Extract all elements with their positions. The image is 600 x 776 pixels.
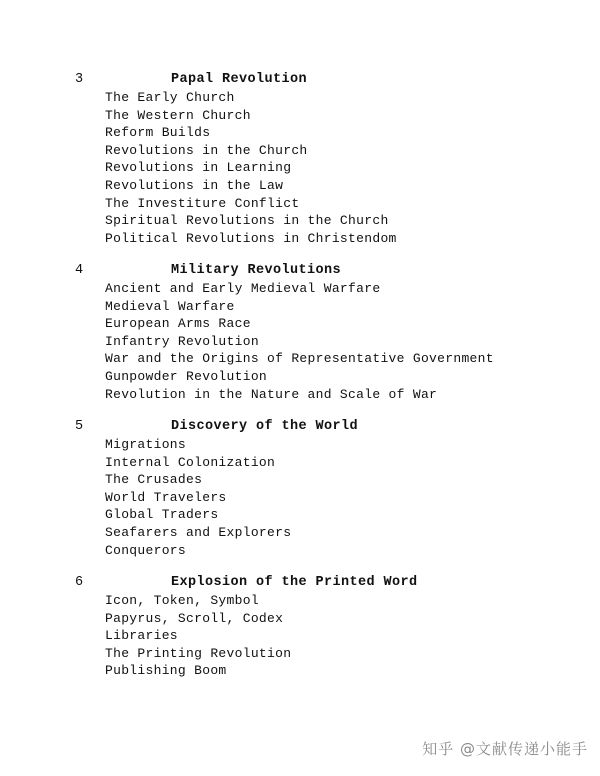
section-title: Discovery of the World — [171, 419, 359, 434]
list-item: Libraries — [105, 628, 178, 644]
section-heading — [0, 574, 600, 592]
list-item: Global Traders — [105, 507, 219, 523]
list-item: Revolutions in Learning — [105, 160, 292, 176]
section-3 — [0, 71, 600, 247]
list-item: Revolutions in the Church — [105, 142, 308, 158]
section-number: 4 — [75, 263, 84, 278]
list-item: Seafarers and Explorers — [105, 524, 292, 540]
section-number: 5 — [75, 419, 84, 434]
section-heading — [0, 262, 600, 280]
list-item: Infantry Revolution — [105, 333, 259, 349]
section-title: Military Revolutions — [171, 263, 342, 278]
list-item: War and the Origins of Representative Government — [105, 351, 494, 367]
list-item: Ancient and Early Medieval Warfare — [105, 281, 381, 296]
list-item: The Investiture Conflict — [105, 195, 300, 211]
section-item-list — [0, 592, 600, 680]
section-item-list — [0, 89, 600, 247]
list-item: Revolution in the Nature and Scale of War — [105, 386, 438, 402]
section-number: 3 — [75, 72, 84, 87]
list-item: The Printing Revolution — [105, 645, 292, 661]
list-item: Reform Builds — [105, 125, 211, 141]
section-heading — [0, 71, 600, 89]
list-item: The Early Church — [105, 90, 235, 105]
section-item-list — [0, 436, 600, 559]
watermark: 知乎 @文献传递小能手 — [422, 740, 588, 758]
section-title: Explosion of the Printed Word — [171, 575, 418, 590]
list-item: Political Revolutions in Christendom — [105, 230, 397, 246]
list-item: Gunpowder Revolution — [105, 368, 268, 384]
section-6 — [0, 574, 600, 680]
list-item: European Arms Race — [105, 316, 251, 332]
list-item: Icon, Token, Symbol — [105, 593, 259, 608]
section-title: Papal Revolution — [171, 72, 308, 87]
section-4 — [0, 262, 600, 403]
list-item: Spiritual Revolutions in the Church — [105, 213, 389, 229]
section-item-list — [0, 280, 600, 403]
section-5 — [0, 418, 600, 559]
list-item: World Travelers — [105, 489, 227, 505]
list-item: Papyrus, Scroll, Codex — [105, 610, 284, 626]
list-item: Medieval Warfare — [105, 298, 235, 314]
list-item: Publishing Boom — [105, 663, 227, 679]
list-item: Internal Colonization — [105, 454, 276, 470]
section-number: 6 — [75, 575, 84, 590]
list-item: The Crusades — [105, 472, 203, 488]
list-item: Revolutions in the Law — [105, 177, 284, 193]
list-item: The Western Church — [105, 107, 251, 123]
list-item: Migrations — [105, 437, 187, 452]
section-heading — [0, 418, 600, 436]
list-item: Conquerors — [105, 542, 187, 558]
